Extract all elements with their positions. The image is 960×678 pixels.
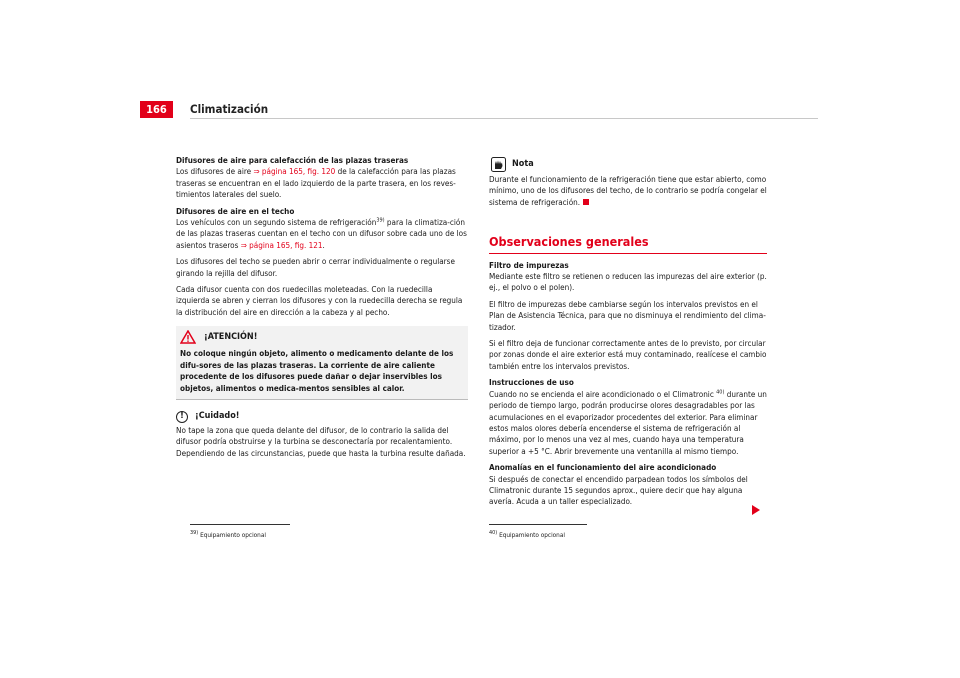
text: .	[322, 239, 325, 250]
paragraph-roof-vents-adjust: Los difusores del techo se pueden abrir o cerrar individualmente o regularse girando la rejilla del difusor.	[176, 256, 455, 278]
section-title-observaciones: Observaciones generales	[489, 236, 767, 253]
note-title: Nota	[512, 158, 534, 169]
right-column	[489, 155, 767, 513]
subheading-roof-vents: Difusores de aire en el techo	[176, 205, 295, 216]
header-divider	[190, 118, 818, 119]
text: Durante el funcionamiento de la refrigeración tiene que estar abierto, como mínimo, uno de los difusores del techo, de lo contrario se podría congelar el sistema de refrigeración.	[489, 174, 767, 207]
caution-header	[176, 411, 468, 423]
subheading-usage-instructions: Instrucciones de uso	[489, 377, 574, 388]
text: Los difusores de aire	[176, 166, 254, 177]
warning-title: ¡ATENCIÓN!	[204, 331, 258, 342]
subheading-ac-faults: Anomalías en el funcionamiento del aire acondicionado	[489, 462, 717, 473]
text: de la calefacción para las plazas traseras se encuentran en el lado izquierdo de la parte trasera, en los reves-timientos laterales del suelo.	[176, 166, 456, 200]
footnote-39	[190, 531, 266, 539]
footnote-ref-40[interactable]: 40)	[716, 389, 725, 395]
text: Los vehículos con un segundo sistema de refrigeración	[176, 217, 377, 228]
warning-box	[176, 326, 468, 400]
paragraph-rear-vents	[176, 166, 468, 200]
warning-text: No coloque ningún objeto, alimento o medicamento delante de los difu-sores de las plazas traseras. La corriente de aire caliente procedente de los difusores puede dañar o dejar inservibles los objetos, alimentos o medica-mentos sensibles al calor.	[180, 348, 454, 393]
note-header	[491, 157, 767, 172]
section-end-marker	[583, 199, 589, 205]
footnote-text: Equipamiento opcional	[499, 531, 565, 539]
warning-header	[180, 330, 462, 344]
paragraph-filter-early: Si el filtro deja de funcionar correctamente antes de lo previsto, por circular por zonas donde el aire exterior está muy contaminado, realícese el cambio también entre los intervalos previstos.	[489, 338, 767, 371]
paragraph-filter-purpose: Mediante este filtro se retienen o reducen las impurezas del aire exterior (p. ej., el polvo o el polen).	[489, 271, 767, 293]
text: para la climatiza-ción de las plazas traseras cuentan en el techo con un difusor sobre cada uno de los asientos traseros	[176, 217, 467, 250]
page-header-title: Climatización	[190, 102, 269, 116]
paragraph-ac-faults: Si después de conectar el encendido parpadean todos los símbolos del Climatronic durante 15 segundos aprox., quiere decir que hay alguna avería. Acuda a un taller especializado.	[489, 473, 748, 507]
footnote-text: Equipamiento opcional	[200, 531, 266, 539]
page-link-165-fig120[interactable]: ⇒ página 165, fig. 120	[253, 166, 336, 177]
footnote-number: 39)	[190, 529, 199, 536]
footnote-divider-right	[489, 524, 587, 525]
page-number: 166	[140, 101, 173, 118]
footnote-40	[489, 531, 565, 539]
paragraph-usage	[489, 389, 767, 457]
caution-title: ¡Cuidado!	[195, 411, 240, 422]
text: Cuando no se encienda el aire acondicionado o el Climatronic	[489, 388, 717, 399]
text: durante un periodo de tiempo largo, podrán producirse olores desagradables por las acumulaciones en el evaporizador procedentes del exterior. Para eliminar estos malos olores debería encenderse el sistema de refrigeración al máximo, por lo menos una vez al mes, cuando haya una temperatura superior a +5 °C. Abrir brevemente una ventanilla al mismo tiempo.	[489, 388, 767, 456]
warning-triangle-icon	[180, 330, 196, 344]
caution-text: No tape la zona que queda delante del difusor, de lo contrario la salida del difusor podría obstruirse y la turbina se desconectaría por recalentamiento. Dependiendo de las circunstancias, puede que hasta la turbina resulte dañada.	[176, 424, 466, 458]
paragraph-knurled-wheels: Cada difusor cuenta con dos ruedecillas moleteadas. Con la ruedecilla izquierda se abren y cierran los difusores y con la ruedecilla derecha se regula la distribución del aire en dirección a la cabeza y al pecho.	[176, 284, 463, 317]
paragraph-roof-vents	[176, 217, 468, 251]
note-hand-icon	[491, 157, 506, 172]
footnote-number: 40)	[489, 529, 498, 536]
subheading-impurity-filter: Filtro de impurezas	[489, 259, 569, 270]
next-page-arrow-icon[interactable]	[752, 505, 760, 515]
paragraph-filter-change: El filtro de impurezas debe cambiarse según los intervalos previstos en el Plan de Asistencia Técnica, para que no disminuya el rendimiento del clima-tizador.	[489, 298, 766, 332]
subheading-rear-heating-vents: Difusores de aire para calefacción de las plazas traseras	[176, 155, 409, 165]
left-column	[176, 155, 468, 464]
footnote-ref-39[interactable]: 39)	[376, 217, 385, 224]
caution-exclamation-icon: !	[176, 411, 188, 423]
page-link-165-fig121[interactable]: ⇒ página 165, fig. 121	[240, 239, 323, 250]
footnote-divider-left	[190, 524, 290, 525]
note-text	[489, 174, 767, 208]
